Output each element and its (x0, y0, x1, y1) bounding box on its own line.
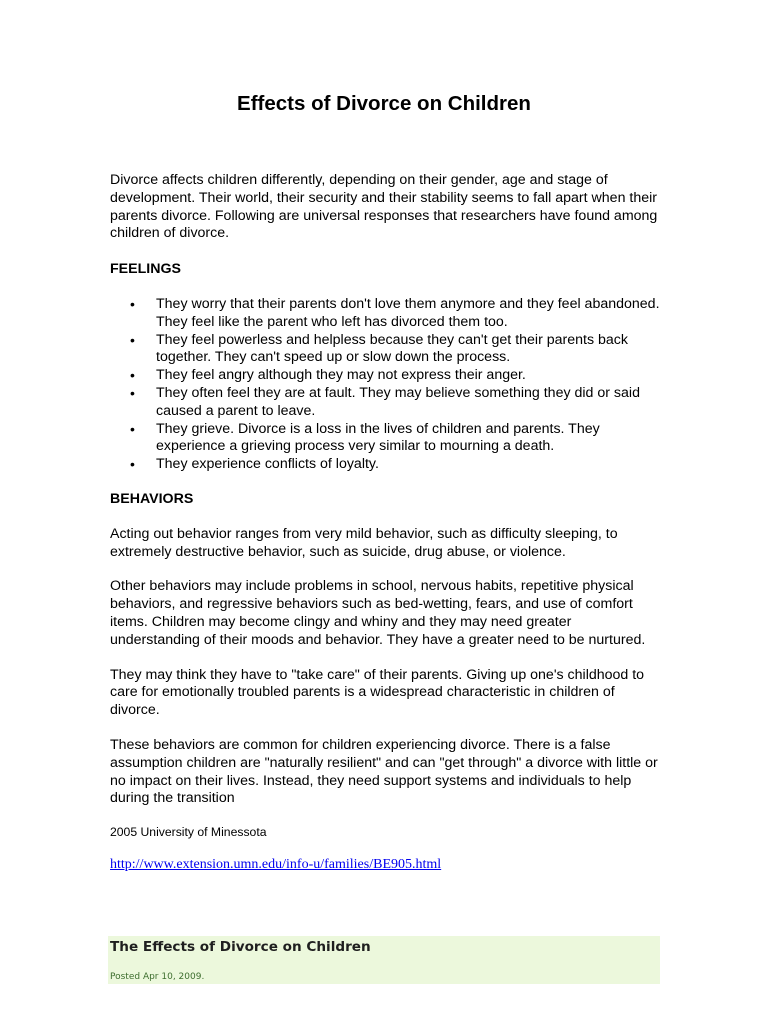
bullet-icon: • (130, 384, 135, 401)
list-item-text: They feel powerless and helpless because they can't get their parents back together. They can't speed up or slow down the process. (156, 331, 628, 366)
bullet-icon: • (130, 331, 135, 348)
list-item-text: They worry that their parents don't love them anymore and they feel abandoned. They feel like the parent who left has divorced them too. (156, 295, 660, 330)
related-article-box (108, 936, 660, 984)
bullet-icon: • (130, 295, 135, 312)
list-item-text: They often feel they are at fault. They may believe something they did or said caused a parent to leave. (156, 384, 640, 419)
list-item (110, 385, 662, 421)
source-link[interactable]: http://www.extension.umn.edu/info-u/families/BE905.html (110, 857, 442, 873)
list-item (110, 456, 662, 474)
bullet-icon: • (130, 456, 135, 473)
feelings-list (110, 296, 662, 474)
posted-date: Posted Apr 10, 2009. (110, 972, 205, 982)
document-body (110, 172, 662, 874)
list-item-text: They grieve. Divorce is a loss in the lives of children and parents. They experience a grieving process very similar to mourning a death. (156, 420, 600, 455)
behaviors-heading: BEHAVIORS (110, 490, 194, 507)
list-item-text: They feel angry although they may not express their anger. (156, 367, 526, 384)
behaviors-paragraph: Other behaviors may include problems in school, nervous habits, repetitive physical behaviors, and regressive behaviors such as bed-wetting, fears, and use of comfort items. Children may become clingy and whiny and they may need greater understanding of their moods and behavior. They have a greater need to be nurtured. (110, 578, 646, 648)
related-article-title[interactable]: The Effects of Divorce on Children (110, 939, 371, 955)
behaviors-paragraph: These behaviors are common for children experiencing divorce. There is a false assumption children are "naturally resilient" and can "get through" a divorce with little or no impact on their lives. Instead, they need support systems and individuals to help during the transition (110, 736, 658, 807)
source-citation: 2005 University of Minessota (110, 825, 267, 840)
behaviors-paragraph: Acting out behavior ranges from very mild behavior, such as difficulty sleeping, to extremely destructive behavior, such as suicide, drug abuse, or violence. (110, 525, 618, 560)
list-item (110, 296, 662, 332)
list-item (110, 332, 662, 368)
list-item-text: They experience conflicts of loyalty. (156, 456, 379, 473)
bullet-icon: • (130, 367, 135, 384)
bullet-icon: • (130, 420, 135, 437)
list-item (110, 421, 662, 457)
list-item (110, 367, 662, 385)
feelings-heading: FEELINGS (110, 261, 181, 278)
behaviors-paragraph: They may think they have to "take care" of their parents. Giving up one's childhood to care for emotionally troubled parents is a widespread characteristic in children of divorce. (110, 666, 645, 719)
intro-paragraph: Divorce affects children differently, depending on their gender, age and stage of development. Their world, their security and their stability seems to fall apart when their parents divorce. Following are universal responses that researchers have found among children of divorce. (110, 172, 658, 242)
page-title: Effects of Divorce on Children (237, 92, 531, 115)
